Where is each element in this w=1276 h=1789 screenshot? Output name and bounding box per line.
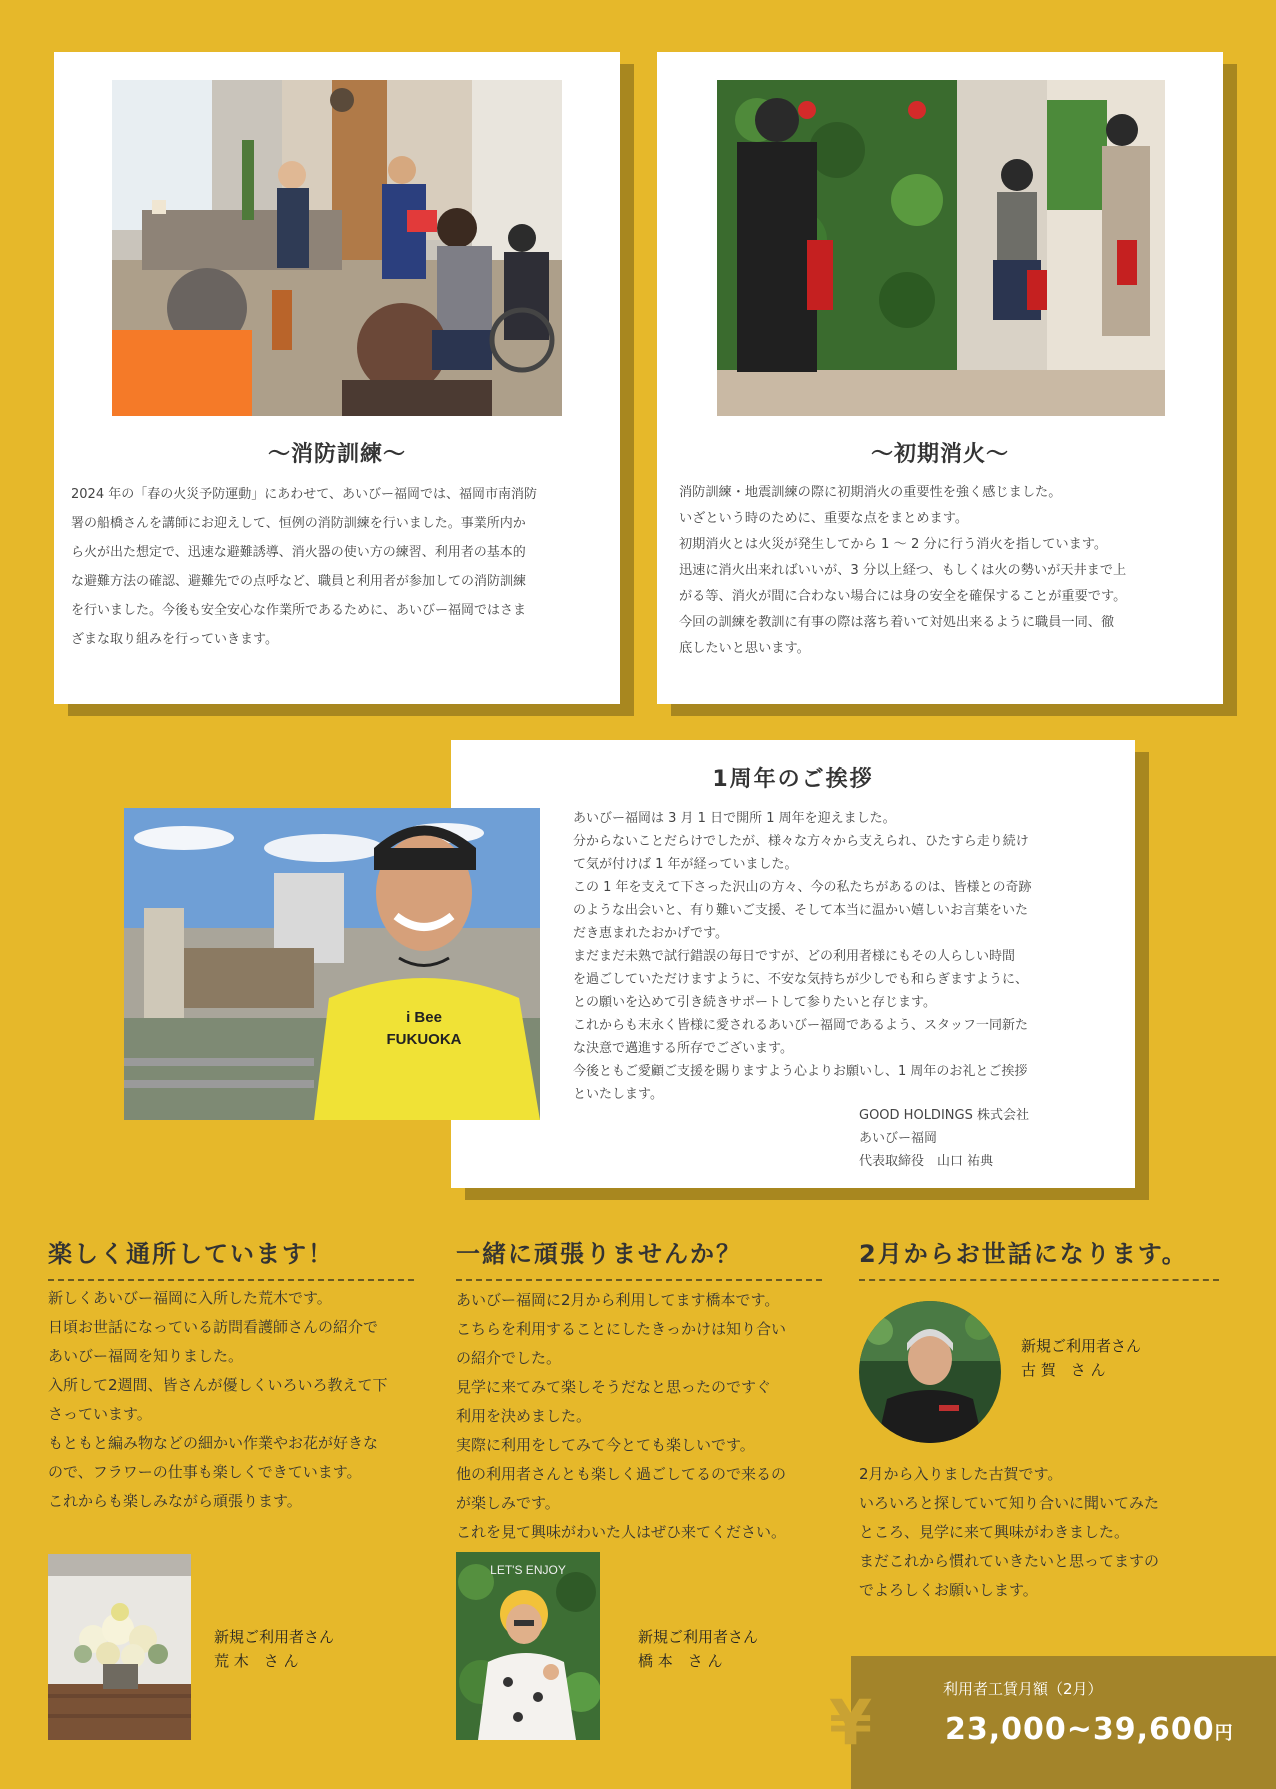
sign-text: LET'S ENJOY <box>490 1563 566 1577</box>
signature-company: GOOD HOLDINGS 株式会社 <box>859 1108 1029 1123</box>
col1-line: もともと編み物などの細かい作業やお花が好きな <box>48 1434 379 1452</box>
fire-drill-line: を行いました。今後も安全安心な作業所であるために、あいびー福岡ではさま <box>71 603 527 618</box>
initial-fire-body <box>679 480 1219 662</box>
col3-line: でよろしくお願いします。 <box>859 1581 1038 1599</box>
initial-fire-title: 〜初期消火〜 <box>870 442 1009 467</box>
col3-line: まだこれから慣れていきたいと思ってますの <box>859 1552 1160 1570</box>
col1-caption <box>214 1625 334 1673</box>
greeting-line: て気が付けば 1 年が経っていました。 <box>573 857 798 872</box>
initial-fire-line: 消防訓練・地震訓練の際に初期消火の重要性を強く感じました。 <box>679 485 1062 500</box>
greeting-line: あいびー福岡は 3 月 1 日で開所 1 周年を迎えました。 <box>573 811 896 826</box>
fire-drill-card <box>54 52 620 704</box>
greeting-line: 分からないことだらけでしたが、様々な方々から支えられ、ひたすら走り続け <box>573 834 1029 849</box>
col2-title: 一緒に頑張りませんか？ <box>456 1240 742 1268</box>
greeting-line: といたします。 <box>573 1087 663 1102</box>
greeting-line: だき恵まれたおかげです。 <box>573 926 728 941</box>
fire-drill-line: ざまな取り組みを行っていきます。 <box>71 632 278 647</box>
flower-arrangement-photo <box>48 1554 191 1740</box>
initial-fire-line: 今回の訓練を教訓に有事の際は落ち着いて対処出来るように職員一同、徹 <box>679 615 1115 630</box>
col3-line: ところ、見学に来て興味がわきました。 <box>859 1523 1130 1541</box>
shirt-text-2: FUKUOKA <box>386 1031 462 1048</box>
col1-body <box>48 1284 428 1516</box>
signature-representative: 代表取締役 山口 祐典 <box>859 1154 994 1169</box>
col2-line: の紹介でした。 <box>456 1349 562 1367</box>
col2-line: こちらを利用することにしたきっかけは知り合い <box>456 1320 787 1338</box>
initial-fire-line: 底したいと思います。 <box>679 641 810 656</box>
initial-fire-line: 迅速に消火出来ればいいが、3 分以上経つ、もしくは火の勢いが天井まで上 <box>679 563 1127 578</box>
col3-divider <box>859 1279 1219 1281</box>
fire-drill-title: 〜消防訓練〜 <box>267 442 406 467</box>
col2-body <box>456 1286 836 1547</box>
fire-drill-photo <box>112 80 562 416</box>
col1-line: あいびー福岡を知りました。 <box>48 1347 244 1365</box>
initial-fire-line: がる等、消火が間に合わない場合には身の安全を確保することが重要です。 <box>679 589 1127 604</box>
greeting-card <box>451 740 1135 1188</box>
wage-unit: 円 <box>1214 1723 1233 1744</box>
fire-drill-line: な避難方法の確認、避難先での点呼など、職員と利用者が参加しての消防訓練 <box>71 574 527 589</box>
col1-caption-label: 新規ご利用者さん <box>214 1628 335 1646</box>
col1-line: ので、フラワーの仕事も楽しくできています。 <box>48 1463 362 1481</box>
greeting-signature <box>859 1104 1119 1173</box>
col1-line: これからも楽しみながら頑張ります。 <box>48 1492 302 1510</box>
col3-line: いろいろと探していて知り合いに聞いてみた <box>859 1494 1160 1512</box>
col1-title: 楽しく通所しています！ <box>48 1240 334 1268</box>
col3-line: 2月から入りました古賀です。 <box>859 1465 1063 1483</box>
col3-body <box>859 1460 1239 1605</box>
initial-fire-line: いざという時のために、重要な点をまとめます。 <box>679 511 969 526</box>
col2-line: 実際に利用をしてみて今とても楽しいです。 <box>456 1436 755 1454</box>
initial-fire-card <box>657 52 1223 704</box>
greeting-body <box>573 807 1113 1106</box>
koga-photo <box>859 1301 1001 1443</box>
initial-fire-photo <box>717 80 1165 416</box>
col2-caption-label: 新規ご利用者さん <box>638 1628 759 1646</box>
col2-divider <box>456 1279 822 1281</box>
col1-line: 日頃お世話になっている訪問看護師さんの紹介で <box>48 1318 379 1336</box>
wage-amount: 23,000~39,600 <box>945 1712 1215 1747</box>
greeting-line: まだまだ未熟で試行錯誤の毎日ですが、どの利用者様にもその人らしい時間 <box>573 949 1016 964</box>
col1-line: さっています。 <box>48 1405 152 1423</box>
col1-line: 新しくあいびー福岡に入所した荒木です。 <box>48 1289 332 1307</box>
col2-line: が楽しみです。 <box>456 1494 560 1512</box>
yen-icon: ¥ <box>829 1686 873 1759</box>
fire-drill-line: 2024 年の「春の火災予防運動」にあわせて、あいびー福岡では、福岡市南消防 <box>71 487 537 502</box>
greeting-line: 今後ともご愛顧ご支援を賜りますよう心よりお願いし、1 周年のお礼とご挨拶 <box>573 1064 1028 1079</box>
col1-caption-name: 荒 木 さ ん <box>214 1652 299 1670</box>
fire-drill-line: ら火が出た想定で、迅速な避難誘導、消火器の使い方の練習、利用者の基本的 <box>71 545 526 560</box>
col2-line: あいびー福岡に2月から利用してます橋本です。 <box>456 1291 780 1309</box>
greeting-line: な決意で邁進する所存でございます。 <box>573 1041 793 1056</box>
greeting-line: これからも末永く皆様に愛されるあいびー福岡であるよう、スタッフ一同新た <box>573 1018 1029 1033</box>
greeting-line: を過ごしていただけますように、不安な気持ちが少しでも和らぎますように、 <box>573 972 1029 987</box>
shirt-text-1: i Bee <box>406 1009 442 1026</box>
greeting-line: のような出会いと、有り難いご支援、そして本当に温かい嬉しいお言葉をいた <box>573 903 1029 918</box>
col2-caption-name: 橋 本 さ ん <box>638 1652 723 1670</box>
wage-box <box>829 1656 1276 1789</box>
representative-photo <box>124 808 540 1120</box>
greeting-line: との願いを込めて引き続きサポートして参りたいと存じます。 <box>573 995 936 1010</box>
col2-line: 利用を決めました。 <box>456 1407 592 1425</box>
col1-line: 入所して2週間、皆さんが優しくいろいろ教えて下 <box>48 1376 388 1394</box>
col3-caption <box>1021 1334 1141 1382</box>
greeting-line: この 1 年を支えて下さった沢山の方々、今の私たちがあるのは、皆様との奇跡 <box>573 880 1032 895</box>
col2-line: 他の利用者さんとも楽しく過ごしてるので来るの <box>456 1465 787 1483</box>
greeting-title: 1周年のご挨拶 <box>712 767 874 792</box>
fire-drill-line: 署の船橋さんを講師にお迎えして、恒例の消防訓練を行いました。事業所内か <box>71 516 526 531</box>
col1-divider <box>48 1279 414 1281</box>
fire-drill-body <box>71 480 611 654</box>
signature-office: あいびー福岡 <box>859 1131 938 1146</box>
col2-line: これを見て興味がわいた人はぜひ来てください。 <box>456 1523 787 1541</box>
col3-caption-label: 新規ご利用者さん <box>1021 1337 1142 1355</box>
wage-amount-row <box>945 1712 1233 1747</box>
wage-label: 利用者工賃月額（2月） <box>943 1680 1103 1698</box>
col2-line: 見学に来てみて楽しそうだなと思ったのですぐ <box>456 1378 772 1396</box>
col2-caption <box>638 1625 758 1673</box>
initial-fire-line: 初期消火とは火災が発生してから 1 〜 2 分に行う消火を指しています。 <box>679 537 1108 552</box>
col3-title: 2月からお世話になります。 <box>859 1240 1188 1268</box>
hashimoto-photo <box>456 1552 600 1740</box>
col3-caption-name: 古 賀 さ ん <box>1021 1361 1106 1379</box>
